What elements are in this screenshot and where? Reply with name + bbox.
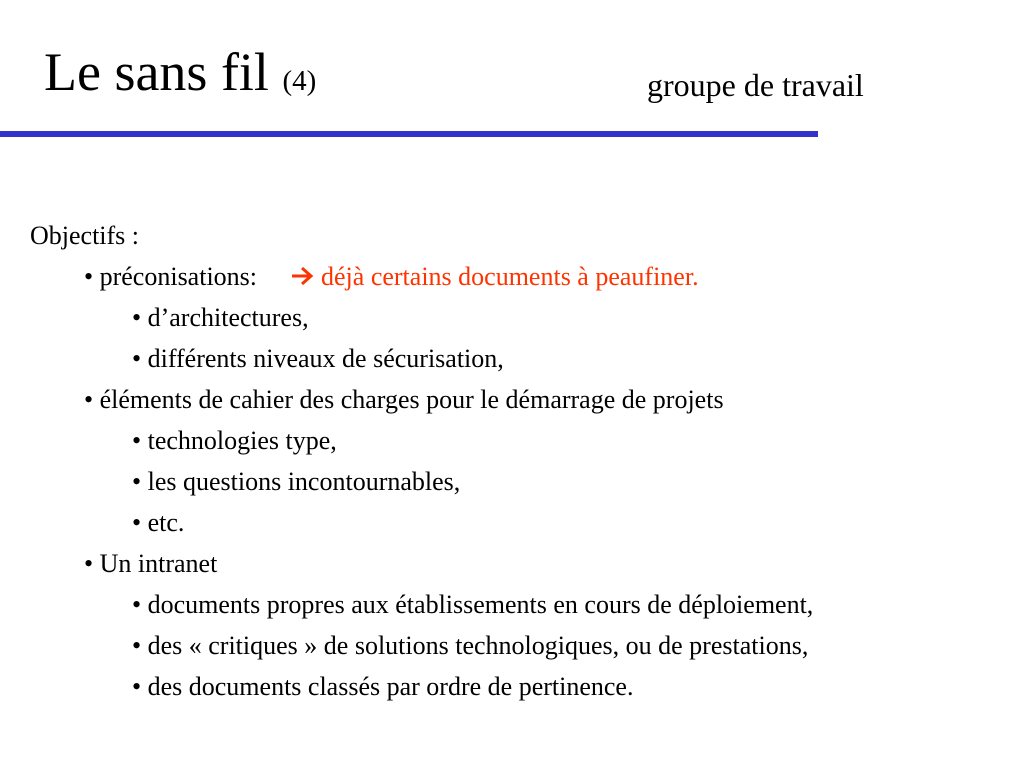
preconisations-note: déjà certains documents à peaufiner. [321, 262, 699, 291]
slide-subtitle: groupe de travail [647, 67, 864, 103]
slide-title-main: Le sans fil [44, 42, 269, 102]
bullet-preconisations-label: • préconisations: [84, 262, 258, 291]
slide-title [44, 40, 316, 113]
bullet-intranet: • Un intranet [84, 549, 218, 578]
objectives-heading: Objectifs : [30, 221, 140, 250]
sub-bullet-documents-classes: • des documents classés par ordre de pertinence. [132, 672, 634, 701]
slide-title-suffix: (4) [282, 65, 317, 97]
sub-bullet-documents-propres: • documents propres aux établissements en cours de déploiement, [132, 590, 814, 619]
sub-bullet-questions: • les questions incontournables, [132, 467, 461, 496]
sub-bullet-etc: • etc. [132, 508, 185, 537]
sub-bullet-securisation: • différents niveaux de sécurisation, [132, 344, 504, 373]
sub-bullet-technologies: • technologies type, [132, 426, 337, 455]
right-arrow-icon [291, 265, 315, 287]
bullet-preconisations [30, 256, 1024, 297]
bullet-cahier-des-charges: • éléments de cahier des charges pour le démarrage de projets [84, 385, 724, 414]
title-divider [0, 131, 818, 137]
slide-body [30, 215, 1024, 707]
sub-bullet-critiques: • des « critiques » de solutions technologiques, ou de prestations, [132, 631, 809, 660]
sub-bullet-architectures: • d’architectures, [132, 303, 309, 332]
